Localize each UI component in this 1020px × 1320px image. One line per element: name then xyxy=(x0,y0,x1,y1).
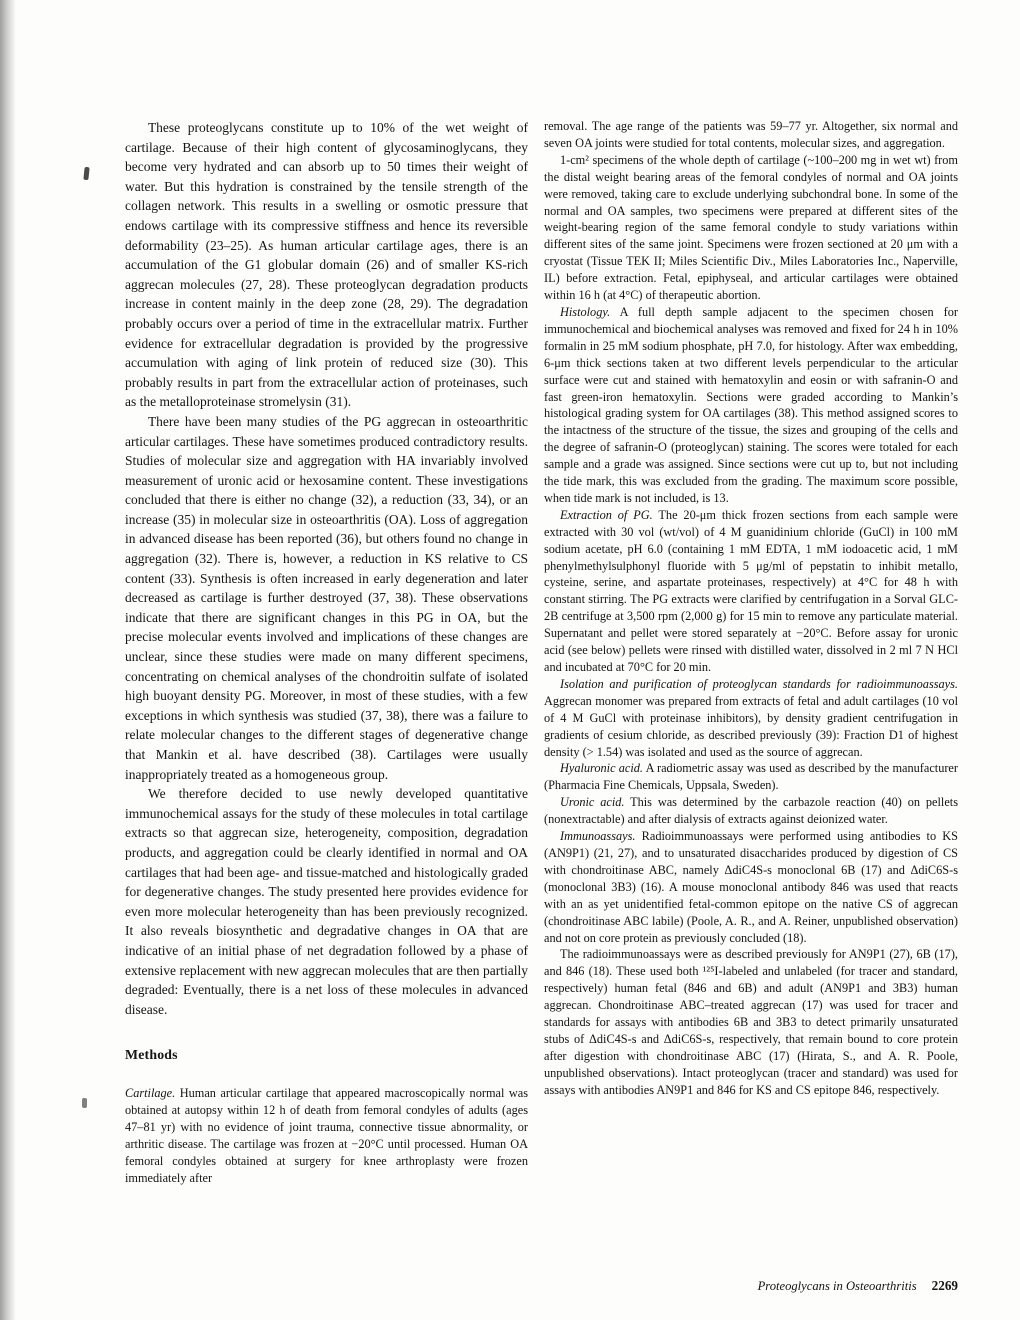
scan-artifact xyxy=(83,167,89,180)
paragraph-text: The 20-μm thick frozen sections from each sample were extracted with 30 vol (wt/vol) of 4 M guanidinium chloride (GuCl) in 100 mM sodium acetate, pH 6.0 (containing 1 mM EDTA, 1 mM iodoacetic acid, 1 mM phenylmethylsulphonyl fluoride with 5 μg/ml of pepstatin to inhibit metallo, cysteine, serine, and aspartate proteinases, respectively) at 4°C for 48 h with constant stirring. The PG extracts were clarified by centrifugation in a Sorval GLC-2B centrifuge at 3,500 rpm (2,000 g) for 15 min to remove any particulate material. Supernatant and pellet were stored separately at −20°C. Before assay for uronic acid (see below) pellets were rinsed with distilled water, dissolved in 2 ml 7 N HCl and incubated at 70°C for 20 min. xyxy=(544,507,958,674)
paragraph-lead-cartilage: Cartilage. xyxy=(125,1086,176,1101)
methods-paragraph-immunoassays xyxy=(544,828,958,946)
left-column xyxy=(125,118,528,1187)
methods-paragraph-specimens: 1-cm² specimens of the whole depth of cartilage (~100–200 mg in wet wt) from the distal weight bearing areas of the femoral condyles of normal and OA joints were removed, taking care to exclude underlying subchondral bone. In some of the normal and OA samples, two specimens were prepared at different sites of the weight-bearing region of the same femoral condyle to study variations within different sites of the same joint. Specimens were frozen sectioned at 20 μm with a cryostat (Tissue TEK II; Miles Scientific Div., Miles Laboratories Inc., Naperville, IL) before extraction. Fetal, epiphyseal, and articular cartilages were obtained within 16 h (at 4°C) of therapeutic abortion. xyxy=(544,152,958,303)
paragraph-lead-histology: Histology. xyxy=(559,304,611,319)
paragraph-lead-isolation: Isolation and purification of proteoglycan standards for radioimmunoassays. xyxy=(559,676,958,691)
paragraph-lead-uronic: Uronic acid. xyxy=(559,795,625,810)
scan-artifact xyxy=(82,1098,87,1108)
paragraph-text: Human articular cartilage that appeared macroscopically normal was obtained at autopsy within 12 h of death from femoral condyles of adults (ages 47–81 yr) with no evidence of joint trauma, connective tissue abnormality, or arthritic disease. The cartilage was frozen at −20°C until processed. Human OA femoral condyles obtained at surgery for knee arthroplasty were frozen immediately after xyxy=(125,1086,528,1185)
page-footer xyxy=(125,1278,958,1294)
paragraph-lead-extraction: Extraction of PG. xyxy=(559,507,653,522)
running-title: Proteoglycans in Osteoarthritis xyxy=(757,1279,917,1293)
methods-paragraph-continuation: removal. The age range of the patients was 59–77 yr. Altogether, six normal and seven OA joints were studied for total contents, molecular sizes, and aggregation. xyxy=(544,119,958,150)
methods-paragraph-histology xyxy=(544,304,958,507)
methods-paragraph-cartilage xyxy=(125,1085,528,1186)
paragraph-text: This was determined by the carbazole reaction (40) on pellets (nonextractable) and after dialysis of extracts against deionized water. xyxy=(544,795,958,827)
intro-paragraph-2: There have been many studies of the PG aggrecan in osteoarthritic articular cartilages. These have sometimes produced contradictory results. Studies of molecular size and aggregation with HA invariably involved measurement of uronic acid or hexosamine content. These investigations concluded that there is either no change (32), a reduction (33, 34), or an increase (35) in molecular size in osteoarthritis (OA). Loss of aggregation in advanced disease has been reported (36), but others found no change in aggregation (32). There is, however, a reduction in KS relative to CS content (33). Synthesis is often increased in early degeneration and later decreased as cartilage is further destroyed (37, 38). These observations indicate that there are significant changes in this PG in OA, but the precise molecular events involved and implications of these changes are unclear, since these studies were made on many different specimens, concentrating on chemical analyses of the chondroitin sulfate of isolated high buoyant density PG. Moreover, in most of these studies, with a few exceptions in which synthesis was studied (37, 38), there was a failure to relate molecular changes to the different stages of degenerative change that Mankin et al. have described (38). Cartilages were usually inappropriately treated as a homogeneous group. xyxy=(125,413,528,782)
methods-paragraph-uronic xyxy=(544,794,958,828)
methods-heading: Methods xyxy=(125,1047,178,1063)
paragraph-text: A full depth sample adjacent to the specimen chosen for immunochemical and biochemical analyses was removed and fixed for 24 h in 10% formalin in 25 mM sodium phosphate, pH 7.0, for histology. After wax embedding, 6-μm thick sections taken at two different levels perpendicular to the articular surface were cut and stained with hematoxylin and eosin or with safranin-O and fast green-iron hematoxylin. Sections were graded according to Mankin’s histological grading system for OA cartilages (38). This method assigned scores to the intactness of the structure of the tissue, the sizes and grouping of the cells and the degree of safranin-O (proteoglycan) staining. The scores were totaled for each sample and a grade was assigned. Since sections were cut up to, but not including the tide mark, this was excluded from the grading. The maximum score possible, when tide mark is not included, is 13. xyxy=(544,304,958,505)
right-column xyxy=(544,118,958,1187)
methods-paragraph-hyaluronic xyxy=(544,760,958,794)
introduction-text xyxy=(125,118,528,1019)
paragraph-text: Radioimmunoassays were performed using antibodies to KS (AN9P1) (21, 27), and to unsaturated disaccharides produced by digestion of CS with chondroitinase ABC, namely ΔdiC4S-s monoclonal 6B (17) and ΔdiC6S-s (monoclonal 3B3) (16). A mouse monoclonal antibody 846 was used that reacts with an as yet unidentified fetal-common epitope on the native CS of aggrecan (chondroitinase ABC labile) (Poole, A. R., and A. Reiner, unpublished observation) and not on core protein as previously concluded (18). xyxy=(544,829,959,945)
intro-paragraph-3: We therefore decided to use newly developed quantitative immunochemical assays for the study of these molecules in total cartilage extracts so that aggrecan size, heterogeneity, composition, degradation products, and aggregation could be clearly identified in normal and OA cartilages that had been age- and tissue-matched and histologically graded for degenerative changes. The study presented here provides evidence for even more molecular heterogeneity than has been previously recognized. It also reveals biosynthetic and degradative changes in OA that are indicative of an initial phase of net degradation followed by a phase of extensive replacement with new aggrecan molecules that are then partially degraded: Eventually, there is a net loss of these molecules in advanced disease. xyxy=(125,786,528,1017)
scan-edge-shadow xyxy=(0,0,16,1320)
page-number: 2269 xyxy=(931,1278,958,1293)
paragraph-lead-hyaluronic: Hyaluronic acid. xyxy=(559,761,644,776)
two-column-text xyxy=(125,118,958,1187)
paragraph-text: A radiometric assay was used as described by the manufacturer (Pharmacia Fine Chemicals, Uppsala, Sweden). xyxy=(544,761,958,793)
methods-paragraph-extraction xyxy=(544,507,958,676)
paragraph-lead-immunoassays: Immunoassays. xyxy=(559,829,636,844)
methods-paragraph-isolation xyxy=(544,676,958,761)
intro-paragraph-1: These proteoglycans constitute up to 10% of the wet weight of cartilage. Because of their high content of glycosaminoglycans, they become very hydrated and can absorb up to 50 times their weight of water. But this hydration is constrained by the tensile strength of the collagen network. This results in a swelling or osmotic pressure that endows cartilage with its compressive stiffness and hence its reversible deformability (23–25). As human articular cartilage ages, there is an accumulation of the G1 globular domain (26) and of smaller KS-rich aggrecan molecules (27, 28). These proteoglycan degradation products increase in content mainly in the deep zone (28, 29). The degradation probably occurs over a period of time in the extracellular matrix. Further evidence for extracellular degradation is provided by the progressive accumulation with aging of link protein of reduced size (30). This probably results in part from the extracellular action of proteinases, such as the metalloproteinase stromelysin (31). xyxy=(125,120,528,410)
methods-paragraph-radioimmunoassays: The radioimmunoassays were as described previously for AN9P1 (27), 6B (17), and 846 (18). These used both ¹²⁵I-labeled and unlabeled (for tracer and standard, respectively) human fetal (846 and 6B) and adult (AN9P1 and 3B3) human aggrecan. Chondroitinase ABC–treated aggrecan (17) was used for tracer and standards for assays with antibodies 6B and 3B3 to detect primarily unsaturated stubs of ΔdiC4S-s and ΔdiC6S-s, respectively, that remain bound to core protein after digestion with chondroitinase ABC (17) (Hirata, S., and A. R. Poole, unpublished observations). Intact proteoglycan (tracer and standard) was used for assays with antibodies AN9P1 and 846 for KS and CS epitope 846, respectively. xyxy=(544,947,958,1097)
paragraph-text: Aggrecan monomer was prepared from extracts of fetal and adult cartilages (10 vol of 4 M GuCl with proteinase inhibitors), by density gradient centrifugation in gradients of cesium chloride, as described previously (39): Fraction D1 of highest density (> 1.54) was isolated and used as the source of aggrecan. xyxy=(544,693,958,759)
